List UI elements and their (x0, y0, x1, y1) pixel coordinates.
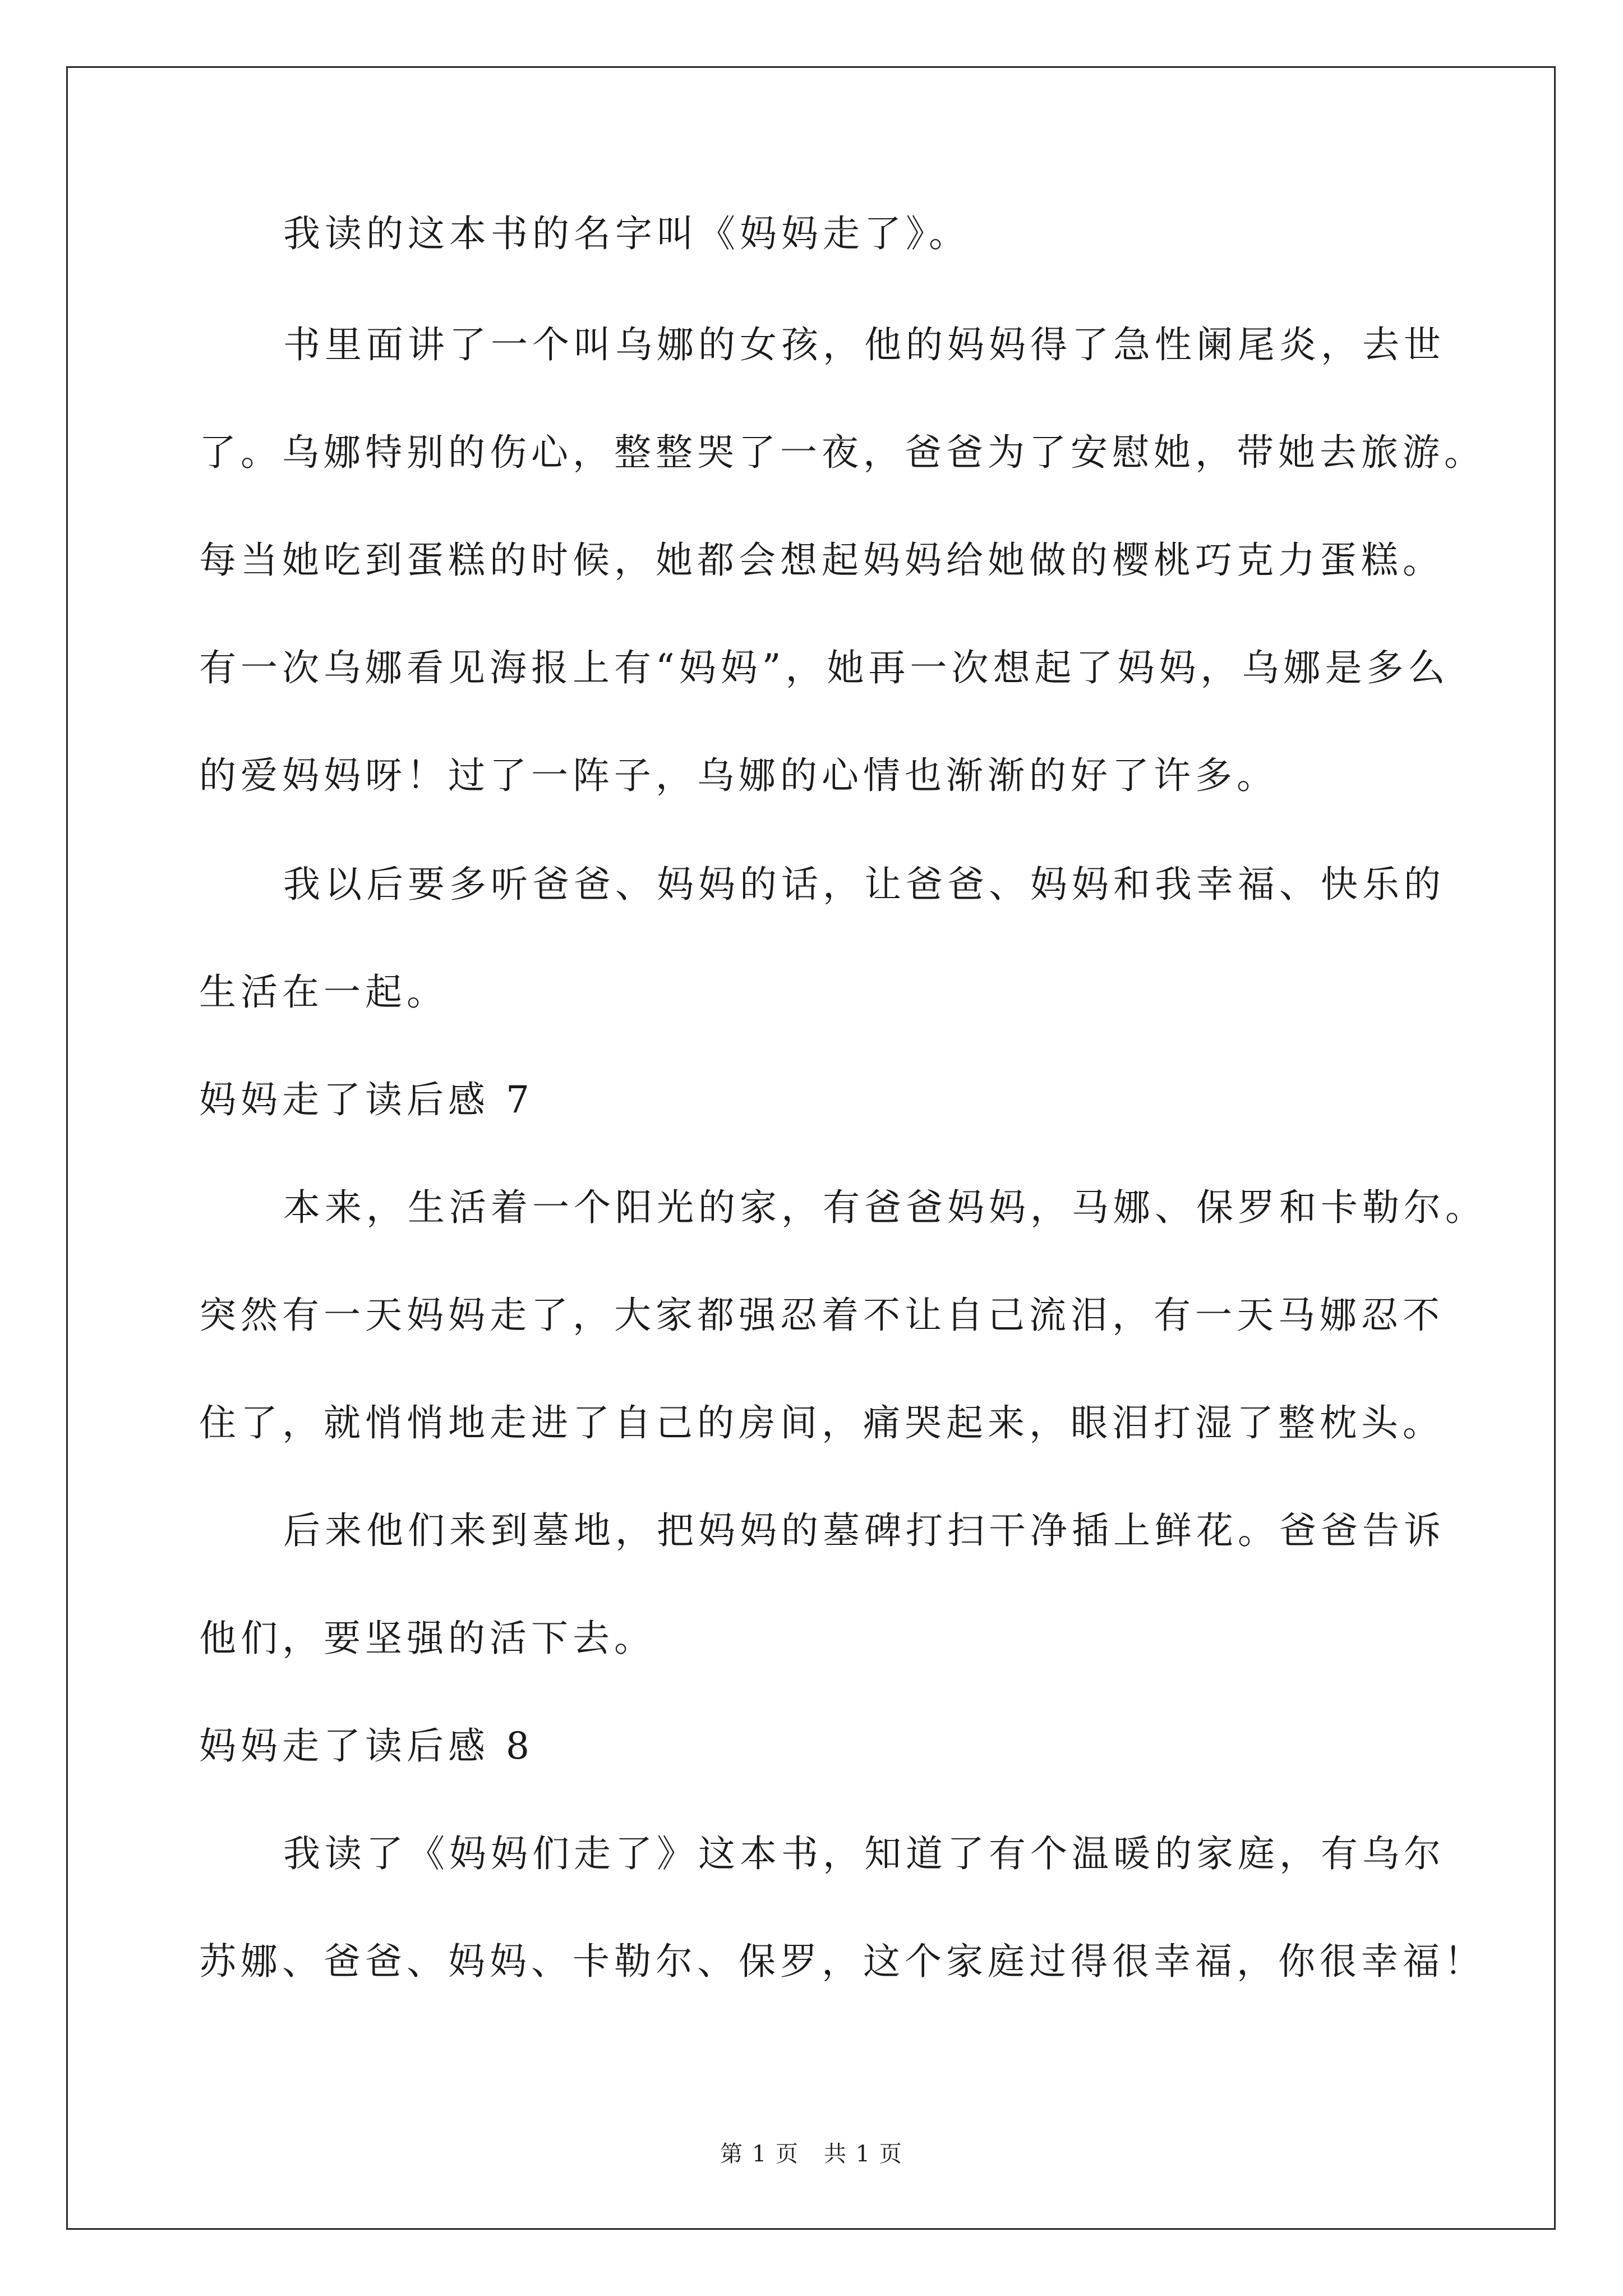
paragraph-line: 后来他们来到墓地，把妈妈的墓碑打扫干净插上鲜花。爸爸告诉 (283, 1509, 1445, 1552)
section-heading: 妈妈走了读后感 8 (199, 1724, 534, 1768)
paragraph-line: 突然有一天妈妈走了，大家都强忍着不让自己流泪，有一天马娜忍不 (199, 1294, 1444, 1337)
page-number-total: 共 1 页 (824, 2141, 903, 2167)
page-footer (0, 2136, 1623, 2168)
paragraph-line: 他们，要坚强的活下去。 (199, 1617, 656, 1660)
page-number-current: 第 1 页 (720, 2141, 799, 2167)
paragraph-line: 了。乌娜特别的伤心，整整哭了一夜，爸爸为了安慰她，带她去旅游。 (199, 431, 1486, 474)
paragraph-line: 住了，就悄悄地走进了自己的房间，痛哭起来，眼泪打湿了整枕头。 (199, 1401, 1444, 1444)
section-heading: 妈妈走了读后感 7 (199, 1078, 534, 1121)
paragraph-line: 的爱妈妈呀！过了一阵子，乌娜的心情也渐渐的好了许多。 (199, 754, 1278, 797)
paragraph-line: 苏娜、爸爸、妈妈、卡勒尔、保罗，这个家庭过得很幸福，你很幸福！ (199, 1940, 1486, 1983)
paragraph-line: 我读的这本书的名字叫《妈妈走了》。 (283, 212, 970, 255)
paragraph-line: 生活在一起。 (199, 970, 448, 1014)
page-border (66, 66, 1556, 2230)
paragraph-line: 本来，生活着一个阳光的家，有爸爸妈妈，马娜、保罗和卡勒尔。 (283, 1186, 1487, 1229)
paragraph-line: 我以后要多听爸爸、妈妈的话，让爸爸、妈妈和我幸福、快乐的 (283, 863, 1445, 906)
paragraph-line: 我读了《妈妈们走了》这本书，知道了有个温暖的家庭，有乌尔 (283, 1832, 1445, 1875)
paragraph-line: 书里面讲了一个叫乌娜的女孩，他的妈妈得了急性阑尾炎，去世 (283, 323, 1445, 366)
paragraph-line: 每当她吃到蛋糕的时候，她都会想起妈妈给她做的樱桃巧克力蛋糕。 (199, 539, 1444, 582)
paragraph-line: 有一次乌娜看见海报上有“妈妈”，她再一次想起了妈妈，乌娜是多么 (199, 646, 1450, 689)
